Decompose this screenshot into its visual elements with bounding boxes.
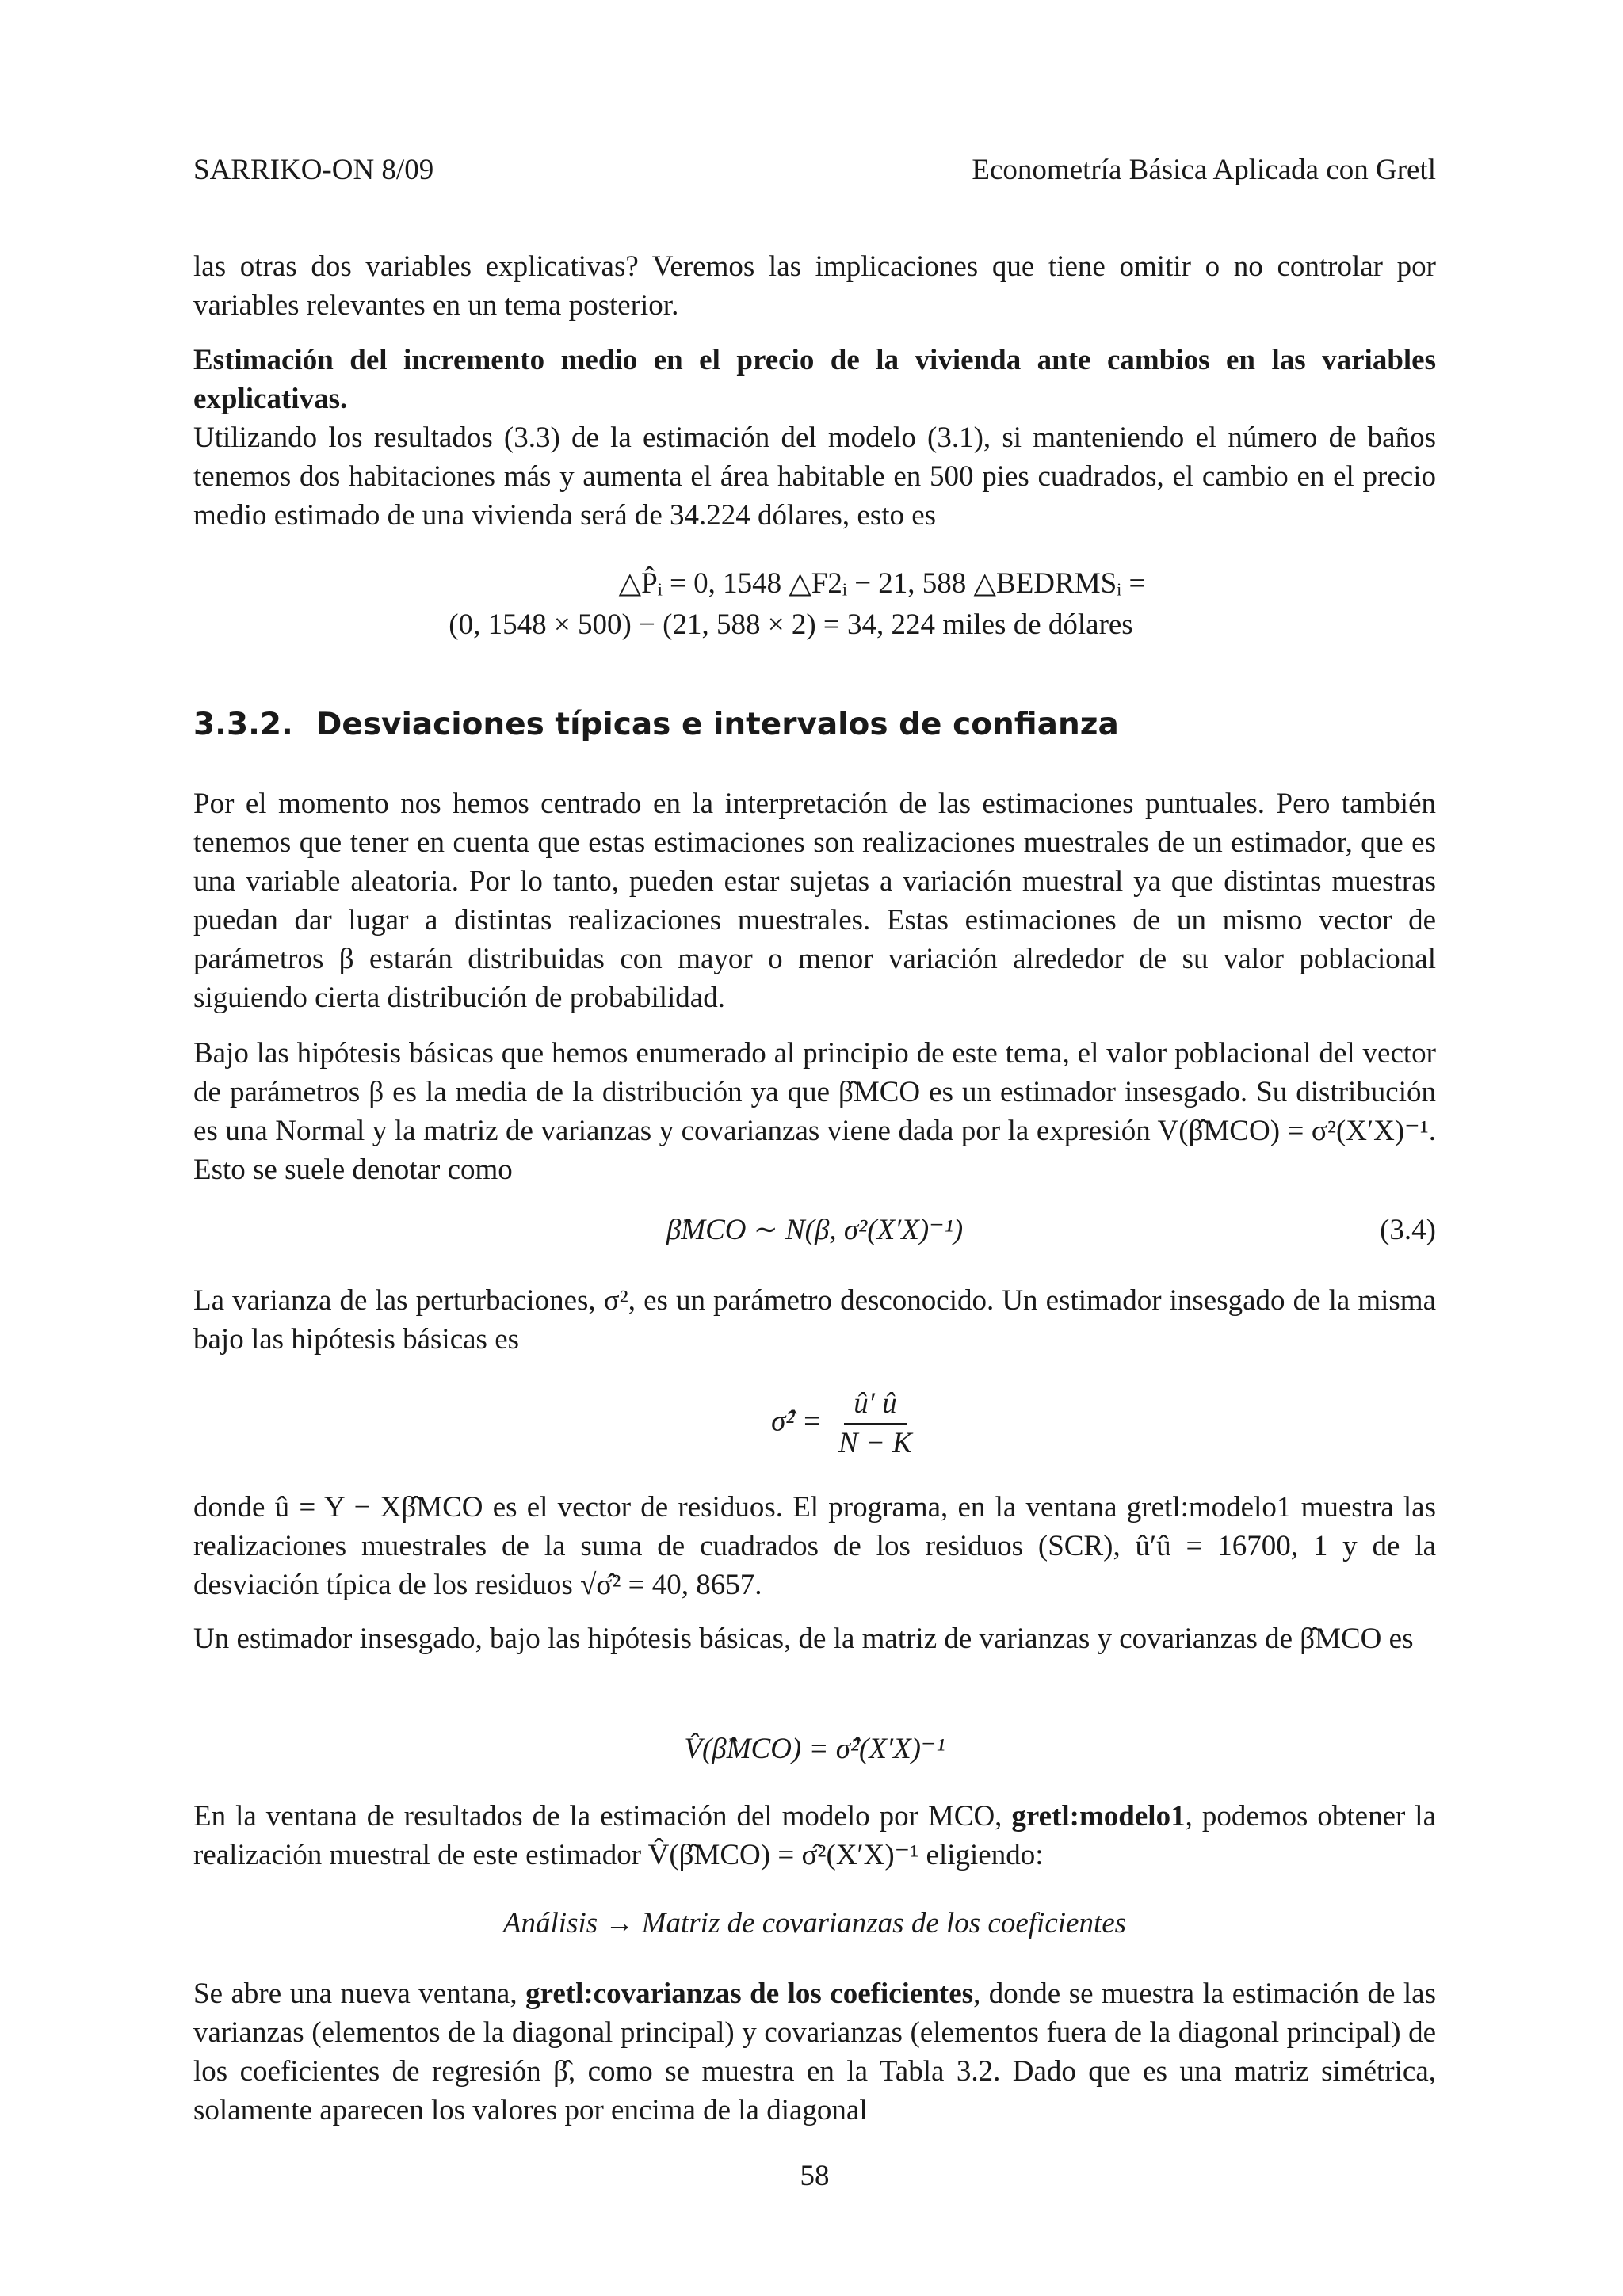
equation-2-body: β̂MCO ∼ N(β, σ²(X′X)⁻¹) [666, 1214, 964, 1246]
window-name-covarianzas: gretl:covarianzas de los coeficientes [525, 1978, 974, 2010]
equation-2 [193, 1211, 1436, 1249]
paragraph-1: las otras dos variables explicativas? Veremos las implicaciones que tiene omitir o no controlar por variables relevantes en un tema posterior. [193, 250, 1436, 322]
equation-3 [193, 1385, 1468, 1463]
equation-1-line-2: (0, 1548 × 500) − (21, 588 × 2) = 34, 224 miles de dólares [449, 608, 1133, 641]
paragraph-9: Se abre una nueva ventana, gretl:covarianzas de los coeficientes, donde se muestra la estimación de las varianzas (elementos de la diagonal principal) y covarianzas (elementos fuera de la diagonal principal) de los coeficientes de regresión β̂, como se muestra en la Tabla 3.2. Dado que es una matriz simétrica, solamente aparecen los valores por encima de la diagonal [193, 1978, 1436, 2126]
equation-3-numerator: û′ û [844, 1385, 906, 1425]
equation-4: V̂(β̂MCO) = σ̂²(X′X)⁻¹ [684, 1733, 945, 1765]
paragraph-3: Por el momento nos hemos centrado en la interpretación de las estimaciones puntuales. Pero también tenemos que tener en cuenta que estas estimaciones son realizaciones muestrales de un estimador, que es una variable aleatoria. Por lo tanto, pueden estar sujetas a variación muestral ya que distintas muestras puedan dar lugar a distintas realizaciones muestrales. Estas estimaciones de un mismo vector de parámetros β estarán distribuidas con mayor o menor variación alrededor de su valor poblacional siguiendo cierta distribución de probabilidad. [193, 788, 1436, 1014]
running-header [193, 151, 1436, 189]
paragraph-6: donde û = Y − Xβ̂MCO es el vector de residuos. El programa, en la ventana gretl:modelo1 muestra las realizaciones muestrales de la suma de cuadrados de los residuos (SCR), û′û = 16700, 1 y de la desviación típica de los residuos √σ̂² = 40, 8657. [193, 1491, 1436, 1601]
section-title: Desviaciones típicas e intervalos de confianza [316, 707, 1119, 742]
equation-1 [193, 564, 1436, 644]
window-name-modelo1: gretl:modelo1 [1011, 1800, 1186, 1833]
equation-number: (3.4) [1380, 1214, 1436, 1246]
bold-heading: Estimación del incremento medio en el precio de la vivienda ante cambios en las variables explicativas. [193, 344, 1436, 415]
page-number: 58 [800, 2160, 830, 2192]
section-number: 3.3.2. [193, 707, 293, 742]
header-left: SARRIKO-ON 8/09 [193, 154, 434, 186]
section-heading [193, 705, 1436, 744]
equation-1-line-1: △P̂ᵢ = 0, 1548 △F2ᵢ − 21, 588 △BEDRMSᵢ = [618, 567, 1146, 600]
paragraph-8: En la ventana de resultados de la estimación del modelo por MCO, gretl:modelo1, podemos obtener la realización muestral de este estimador V̂(β̂MCO) = σ̂²(X′X)⁻¹ eligiendo: [193, 1800, 1436, 1871]
bold-heading-block [193, 341, 1436, 535]
paragraph-4: Bajo las hipótesis básicas que hemos enumerado al principio de este tema, el valor poblacional del vector de parámetros β es la media de la distribución ya que β̂MCO es un estimador insesgado. Su distribución es una Normal y la matriz de varianzas y covarianzas viene dada por la expresión V(β̂MCO) = σ²(X′X)⁻¹. Esto se suele denotar como [193, 1037, 1436, 1186]
equation-3-denominator: N − K [838, 1427, 912, 1459]
paragraph-7: Un estimador insesgado, bajo las hipótesis básicas, de la matriz de varianzas y covarianzas de β̂MCO es [193, 1623, 1414, 1655]
equation-3-fraction [829, 1385, 922, 1463]
menu-path: Análisis → Matriz de covarianzas de los coeficientes [502, 1907, 1127, 1939]
equation-3-lhs: σ̂² = [771, 1405, 822, 1438]
header-right: Econometría Básica Aplicada con Gretl [972, 154, 1436, 186]
paragraph-2: Utilizando los resultados (3.3) de la estimación del modelo (3.1), si manteniendo el número de baños tenemos dos habitaciones más y aumenta el área habitable en 500 pies cuadrados, el cambio en el precio medio estimado de una vivienda será de 34.224 dólares, esto es [193, 421, 1436, 532]
paragraph-5: La varianza de las perturbaciones, σ², es un parámetro desconocido. Un estimador insesgado de la misma bajo las hipótesis básicas es [193, 1284, 1436, 1356]
